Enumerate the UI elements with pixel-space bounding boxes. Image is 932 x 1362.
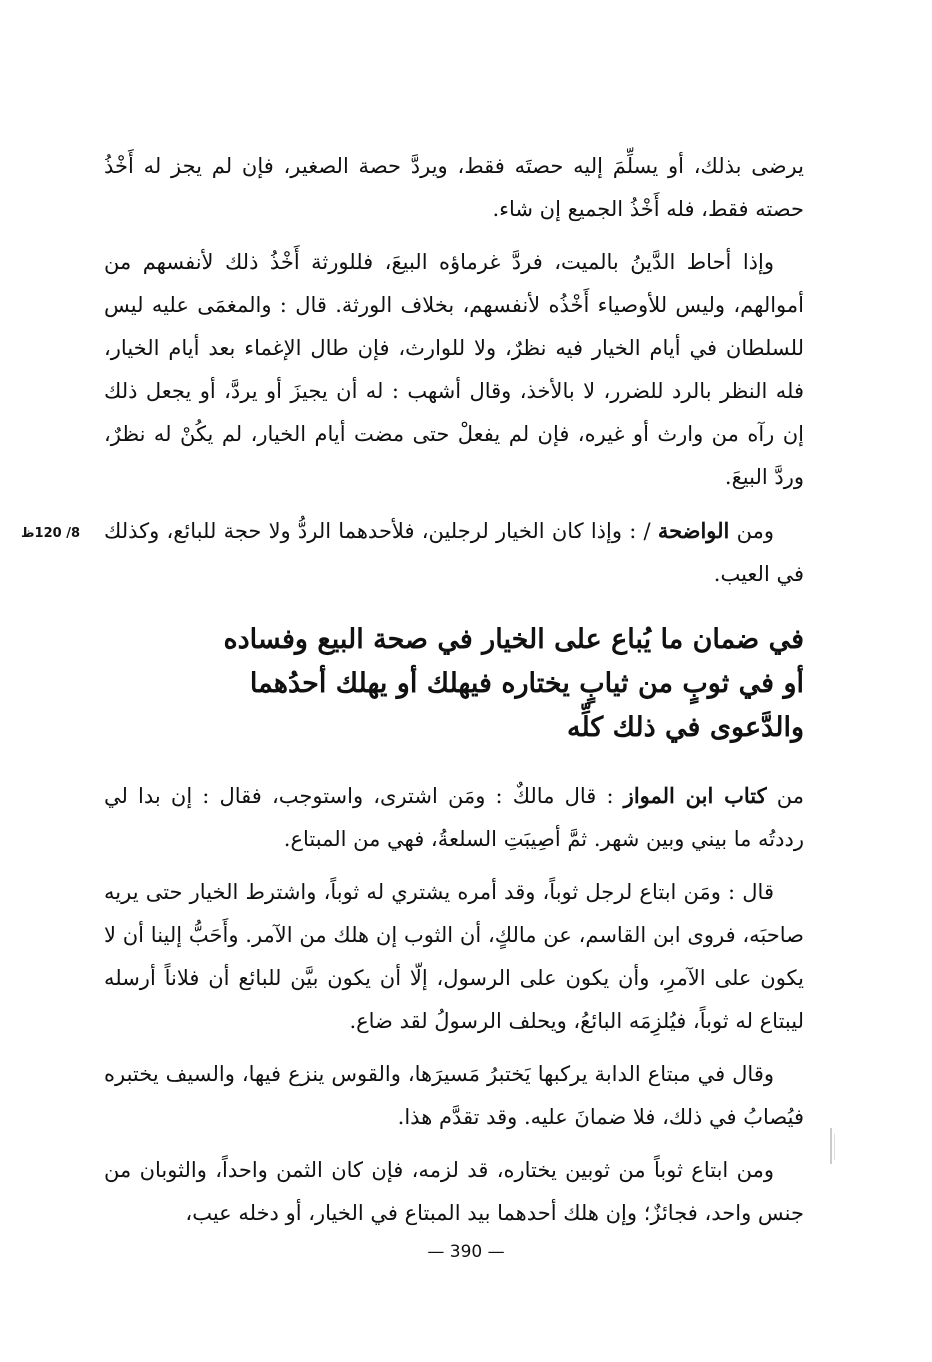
paragraph-mawaz — [104, 774, 804, 861]
paragraph-3-text: قال : ومَن ابتاع لرجل ثوباً، وقد أمره يشتري له ثوباً، واشترط الخيار حتى يريه صاحبَه، فروى ابن القاسم، عن مالكٍ، أن الثوب إن هلك من الآمر. وأَحَبُّ إلينا أن لا يكون على الآمرِ، وأن يكون على الرسول، إلّا أن يكون بيَّن للبائع أن فلاناً أرسله ليبتاع له ثوباً، فيُلزِمَه البائعُ، ويحلف الرسولُ لقد ضاع. — [104, 880, 804, 1033]
page-number: — 390 — — [427, 1242, 505, 1262]
paragraph-1-text: يرضى بذلك، أو يسلِّمَ إليه حصتَه فقط، ويردَّ حصة الصغير، فإن لم يجز له أَخْذُ حصته فقط، فله أَخْذُ الجميع إن شاء. — [104, 154, 804, 221]
paragraph-4-text: وقال في مبتاع الدابة يركبها يَختبرُ مَسيرَها، والقوس ينزع فيها، والسيف يختبره فيُصابُ في ذلك، فلا ضمانَ عليه. وقد تقدَّم هذا. — [104, 1062, 804, 1129]
mawaz-source: كتاب ابن المواز — [623, 783, 767, 808]
paragraph-wadiha — [104, 509, 804, 596]
paragraph-2-text: وإذا أحاط الدَّينُ بالميت، فردَّ غرماؤه البيعَ، فللورثة أَخْذُ ذلك لأنفسهم من أموالهم، وليس للأوصياء أَخْذُه لأنفسهم، بخلاف الورثة. قال : والمغمَى عليه ليس للسلطان في أيام الخيار فيه نظرٌ، ولا للوارث، فإن طال الإغماء بعد أيام الخيار، فله النظر بالرد للضرر، لا بالأخذ، وقال أشهب : له أن يجيزَ أو يردَّ، أو يجعل ذلك إن رآه من وارث أو غيره، فإن لم يفعلْ حتى مضت أيام الخيار، لم يكُنْ له نظرٌ، وردَّ البيعَ. — [104, 250, 804, 489]
mawaz-prefix: من — [776, 784, 804, 808]
margin-manuscript-reference: 8/ 120ظ — [21, 526, 80, 541]
scan-artifact — [834, 1134, 835, 1160]
paragraph-4 — [104, 1053, 804, 1139]
paragraph-1 — [104, 145, 804, 231]
wadiha-prefix: ومن — [736, 519, 774, 543]
section-heading — [104, 618, 804, 750]
paragraph-3 — [104, 871, 804, 1043]
wadiha-rest: / : وإذا كان الخيار لرجلين، فلأحدهما الردُّ ولا حجة للبائع، وكذلك في العيب. — [104, 519, 804, 586]
wadiha-source: الواضحة — [657, 518, 730, 543]
paragraph-5 — [104, 1149, 804, 1235]
mawaz-rest: : قال مالكٌ : ومَن اشترى، واستوجب، فقال : إن بدا لي رددتُه ما بيني وبين شهر. ثمَّ أصِيبَتِ السلعةُ، فهي من المبتاع. — [104, 784, 804, 851]
heading-line-1: في ضمان ما يُباع على الخيار في صحة البيع وفساده — [223, 624, 804, 655]
paragraph-2 — [104, 241, 804, 499]
heading-line-3: والدَّعوى في ذلك كلِّه — [566, 712, 804, 743]
heading-line-2: أو في ثوبٍ من ثيابٍ يختاره فيهلك أو يهلك أحدُهما — [249, 668, 804, 699]
paragraph-5-text: ومن ابتاع ثوباً من ثوبين يختاره، قد لزمه، فإن كان الثمن واحداً، والثوبان من جنس واحد، فجائزٌ؛ وإن هلك أحدهما بيد المبتاع في الخيار، أو دخله عيب، — [104, 1158, 804, 1225]
scan-artifact — [830, 1128, 832, 1164]
page-body — [104, 145, 804, 1245]
